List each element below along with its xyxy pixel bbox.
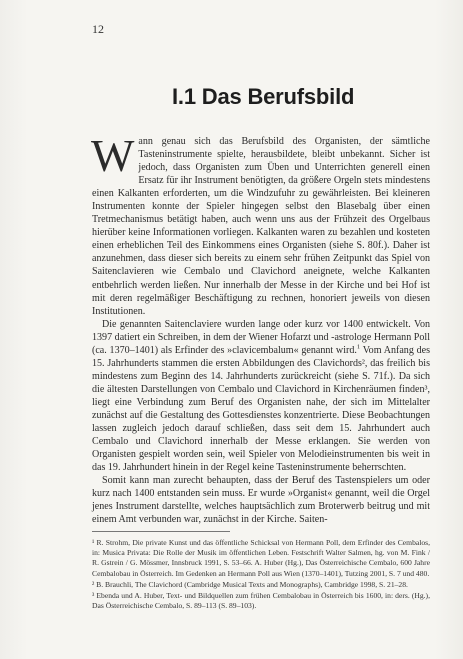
- footnote-1: ¹ R. Strohm, Die private Kunst und das öffentliche Schicksal von Hermann Poll, dem Erfinder des Cembalos, in: Musica Privata: Die Rolle der Musik im öffentlichen Leben. Festschrift Walter Salmen, hg. von M. Fink / R. Gstrein / G. Mössmer, Innsbruck 1991, S. 53–66. A. Huber (Hg.), Das Österreichische Cembalo, 600 Jahre Cembalobau in Österreich. Im Gedenken an Hermann Poll aus Wien (1370–1401), Tutzing 2001, S. 7 und 480.: [92, 538, 430, 578]
- paragraph-2: [92, 318, 430, 475]
- page-number: 12: [92, 22, 104, 36]
- footnote-divider: [92, 531, 230, 532]
- chapter-title: I.1 Das Berufsbild: [172, 84, 355, 109]
- paragraph-3-text: Somit kann man zurecht behaupten, dass der Beruf des Tastenspielers um oder kurz nach 1400 entstanden sein muss. Er wurde »Organist« genannt, weil die Orgel jenes Instrument darstellte, welches hauptsächlich zum Broterwerb beitrug und mit einem Amt verbunden war, zunächst in der Kirche. Saiten-: [92, 475, 430, 526]
- paragraph-3: [92, 474, 430, 526]
- paragraph-2-text-cont: Vom Anfang des 15. Jahrhunderts stammen die ersten Abbildungen des Clavichords², das freilich bis mindestens zum Beginn des 14. Jahrhunderts zurückreicht (siehe S. 71f.). Da sich die ältesten Darstellungen von Cembalo und Clavichord in Kirchenräumen finden³, liegt eine Verbindung zum Beruf des Organisten nahe, der sich im Mittelalter zunächst auf die Gestaltung des Gottesdienstes konzentrierte. Diese Beobachtungen lassen zugleich jedoch darauf schließen, dass seit dem 15. Jahrhundert auch Cembalo und Clavichord innerhalb der Messe erklangen. Sie werden von Organisten gespielt worden sein, weil Spieler von Melodieinstrumenten bis weit in das 19. Jahrhundert hinein in der Regel keine Tasteninstrumente beherrschten.: [92, 344, 431, 474]
- footnotes: [92, 538, 430, 612]
- footnote-3: ³ Ebenda und A. Huber, Text- und Bildquellen zum frühen Cembalobau in Österreich bis 1600, in: ders. (Hg.), Das Österreichische Cembalo, S. 89–113 (S. 89–103).: [92, 591, 430, 611]
- footnote-2: ² B. Brauchli, The Clavichord (Cambridge Musical Texts and Monographs), Cambridge 1998, S. 21–28.: [92, 579, 408, 589]
- body-text: [91, 130, 431, 526]
- footnote-ref[interactable]: 1: [356, 343, 361, 351]
- paragraph-2-text: Die genannten Saitenclaviere wurden lange oder kurz vor 1400 entwickelt. Von 1397 datiert ein Schreiben, in dem der Wiener Hofarzt und -astrologe Hermann Poll (ca. 1370–1401) als Erfinder des »clavicembalum« genannt wird.: [92, 318, 430, 356]
- drop-cap: W: [91, 130, 135, 181]
- paragraph-1: [91, 130, 430, 318]
- paragraph-1-text: ann genau sich das Berufsbild des Organisten, der sämtliche Tasteninstrumente spielte, herausbildete, bleibt unbekannt. Sicher ist jedoch, dass Organisten zum Üben und Unterrichten generell einen Ersatz für ihr Instrument benötigten, da größere Orgeln stets mindestens einen Kalkanten erforderten, um die Windzufuhr zu gewährleisten. Bei kleineren Instrumenten konnte der Spieler hingegen selbst den Blasebalg über einen Tretmechanismus betätigt haben, auch wenn uns aus der Frühzeit des Orgelbaus hierüber keine Informationen vorliegen. Kalkanten waren zu bezahlen und kosteten einen erheblichen Teil des Einkommens eines Organisten (siehe S. 80f.). Daher ist anzunehmen, dass dieser sich bereits zu einem sehr frühen Zeitpunkt das Spiel von Saitenclavieren wie Cembalo und Clavichord aneignete, welche Kalkanten entbehrlich werden ließen. Nur innerhalb der Messe in der Kirche und bei Hof ist mit deren regelmäßiger Beschäftigung zu rechnen, honoriert jeweils von diesen Institutionen.: [92, 136, 430, 317]
